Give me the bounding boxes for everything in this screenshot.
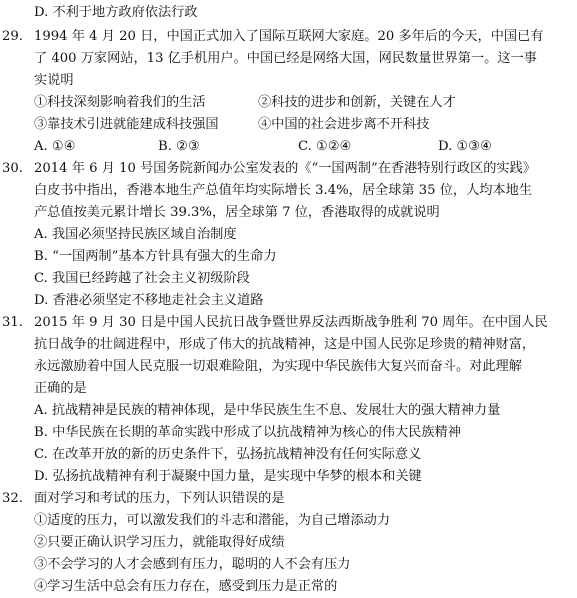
q31-option-b[interactable]: B. 中华民族在长期的革命实践中形成了以抗战精神为核心的伟大民族精神 [34, 425, 461, 440]
q29-statements-row-2 [0, 114, 577, 136]
q30-option-c-line [0, 268, 577, 290]
q31-option-a-line [0, 400, 577, 422]
q30-stem-3: 产总值按美元累计增长 39.3%，居全球第 7 位，香港取得的成就说明 [34, 205, 440, 220]
q31-stem-line-1 [0, 312, 577, 334]
q29-statement-3: ③靠技术引进就能建成科技强国 [34, 117, 219, 132]
q29-stem-line-3 [0, 70, 577, 92]
q31-stem-line-2 [0, 334, 577, 356]
q31-number: 31. [2, 315, 23, 330]
q32-statement-1-line [0, 510, 577, 532]
q31-stem-line-4 [0, 378, 577, 400]
q29-stem-3: 实说明 [34, 73, 74, 88]
q32-stem: 面对学习和考试的压力，下列认识错误的是 [34, 491, 285, 506]
q32-statement-4: ④学习生活中总会有压力存在，感受到压力是正常的 [34, 579, 338, 594]
q32-statement-4-line [0, 576, 577, 598]
q29-choice-c[interactable]: C. ①②④ [298, 139, 352, 154]
q30-stem-line-1 [0, 158, 577, 180]
q29-stem-2: 了 400 万家网站，13 亿手机用户。中国已经是网络大国，网民数量世界第一。这一事 [34, 51, 537, 66]
q31-option-b-line [0, 422, 577, 444]
q32-statement-2-line [0, 532, 577, 554]
q30-stem-2: 白皮书中指出，香港本地生产总值年均实际增长 3.4%，居全球第 35 位，人均本地生 [34, 183, 533, 198]
q28-option-d-line [0, 2, 577, 24]
q30-option-c[interactable]: C. 我国已经跨越了社会主义初级阶段 [34, 271, 250, 286]
q31-stem-1: 2015 年 9 月 30 日是中国人民抗日战争暨世界反法西斯战争胜利 70 周年。在中国人民 [34, 315, 548, 330]
q29-stem-line-2 [0, 48, 577, 70]
q29-choice-d[interactable]: D. ①③④ [438, 139, 492, 154]
q29-choice-a[interactable]: A. ①④ [34, 139, 76, 154]
q31-stem-line-3 [0, 356, 577, 378]
q29-statement-1: ①科技深刻影响着我们的生活 [34, 95, 206, 110]
q32-stem-line [0, 488, 577, 510]
q29-statement-2: ②科技的进步和创新，关键在人才 [258, 95, 456, 110]
q29-statement-4: ④中国的社会进步离不开科技 [258, 117, 430, 132]
q30-stem-1: 2014 年 6 月 10 号国务院新闻办公室发表的《“一国两制”在香港特别行政区的实践》 [34, 161, 536, 176]
q29-stem-1: 1994 年 4 月 20 日，中国正式加入了国际互联网大家庭。20 多年后的今天，中国已有 [34, 29, 544, 44]
q30-stem-line-2 [0, 180, 577, 202]
q31-option-c[interactable]: C. 在改革开放的新的历史条件下，弘扬抗战精神没有任何实际意义 [34, 447, 422, 462]
q29-choices-row [0, 136, 577, 158]
q29-choice-b[interactable]: B. ②③ [158, 139, 200, 154]
q31-stem-3: 永远激励着中国人民克服一切艰难险阻，为实现中华民族伟大复兴而奋斗。对此理解 [34, 359, 522, 374]
q30-option-b[interactable]: B. “一国两制”基本方针具有强大的生命力 [34, 249, 277, 264]
q31-option-a[interactable]: A. 抗战精神是民族的精神体现，是中华民族生生不息、发展壮大的强大精神力量 [34, 403, 501, 418]
q30-number: 30. [2, 161, 23, 176]
q29-statements-row-1 [0, 92, 577, 114]
q28-option-d: D. 不利于地方政府依法行政 [34, 5, 198, 20]
q32-statement-3-line [0, 554, 577, 576]
q30-option-a[interactable]: A. 我国必须坚持民族区域自治制度 [34, 227, 237, 242]
q32-statement-3: ③不会学习的人才会感到有压力，聪明的人不会有压力 [34, 557, 351, 572]
q31-option-d[interactable]: D. 弘扬抗战精神有利于凝聚中国力量，是实现中华梦的根本和关键 [34, 469, 422, 484]
q32-statement-2: ②只要正确认识学习压力，就能取得好成绩 [34, 535, 285, 550]
q31-stem-4: 正确的是 [34, 381, 87, 396]
q31-option-c-line [0, 444, 577, 466]
q29-stem-line-1 [0, 26, 577, 48]
q30-stem-line-3 [0, 202, 577, 224]
q30-option-d-line [0, 290, 577, 312]
q29-number: 29. [2, 29, 23, 44]
q32-statement-1: ①适度的压力，可以激发我们的斗志和潜能，为自己增添动力 [34, 513, 391, 528]
q30-option-d[interactable]: D. 香港必须坚定不移地走社会主义道路 [34, 293, 264, 308]
q30-option-b-line [0, 246, 577, 268]
q31-stem-2: 抗日战争的壮阔进程中，形成了伟大的抗战精神，这是中国人民弥足珍贵的精神财富， [34, 337, 536, 352]
q30-option-a-line [0, 224, 577, 246]
q32-number: 32. [2, 491, 23, 506]
q31-option-d-line [0, 466, 577, 488]
